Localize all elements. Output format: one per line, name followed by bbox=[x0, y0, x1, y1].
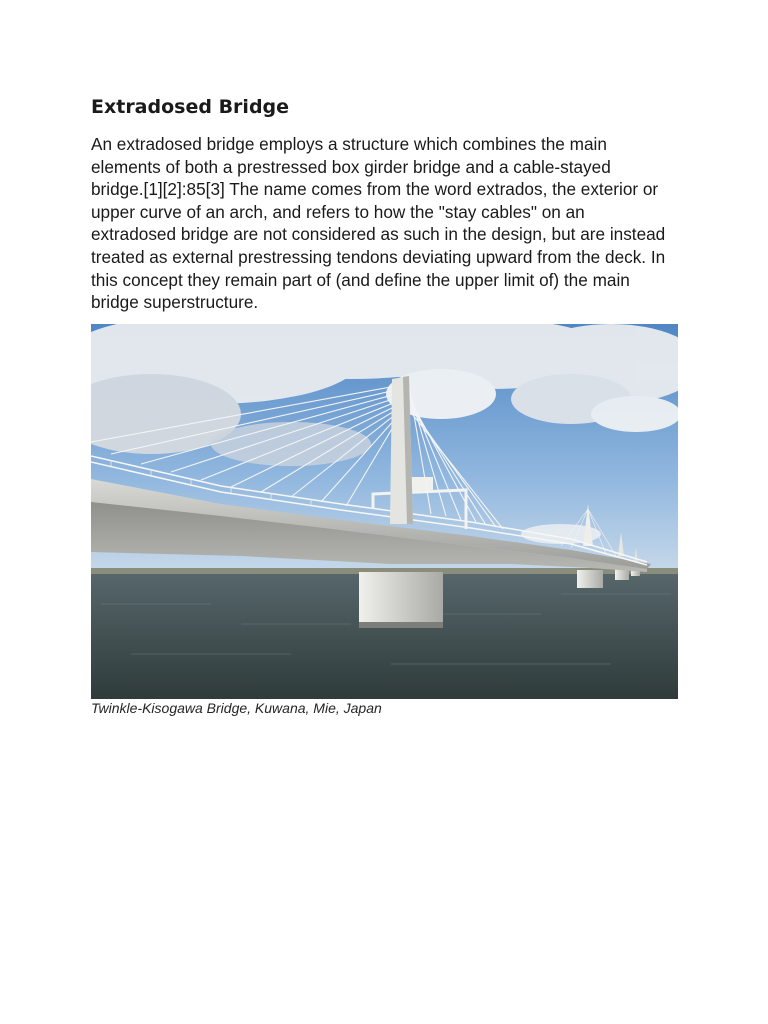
paragraph-line: elements of both a prestressed box girder bridge and a cable-stayed bbox=[91, 156, 611, 177]
paragraph-line: upper curve of an arch, and refers to how the "stay cables" on an bbox=[91, 201, 585, 222]
paragraph-line: bridge.[1][2]:85[3] The name comes from the word extrados, the exterior or bbox=[91, 179, 659, 200]
paragraph-line: this concept they remain part of (and define the upper limit of) the main bbox=[91, 269, 630, 290]
image-caption: Twinkle-Kisogawa Bridge, Kuwana, Mie, Japan bbox=[91, 700, 382, 716]
bridge-illustration bbox=[91, 324, 678, 699]
bridge-photo bbox=[91, 324, 678, 699]
main-pylon bbox=[390, 376, 413, 524]
body-paragraph bbox=[91, 133, 691, 314]
paragraph-line: An extradosed bridge employs a structure which combines the main bbox=[91, 134, 607, 154]
gantry-sign bbox=[409, 477, 433, 491]
paragraph-line: extradosed bridge are not considered as such in the design, but are instead bbox=[91, 224, 666, 245]
paragraph-line: bridge superstructure. bbox=[91, 292, 259, 313]
paragraph-line: treated as external prestressing tendons deviating upward from the deck. In bbox=[91, 246, 666, 267]
page-title: Extradosed Bridge bbox=[91, 96, 290, 118]
